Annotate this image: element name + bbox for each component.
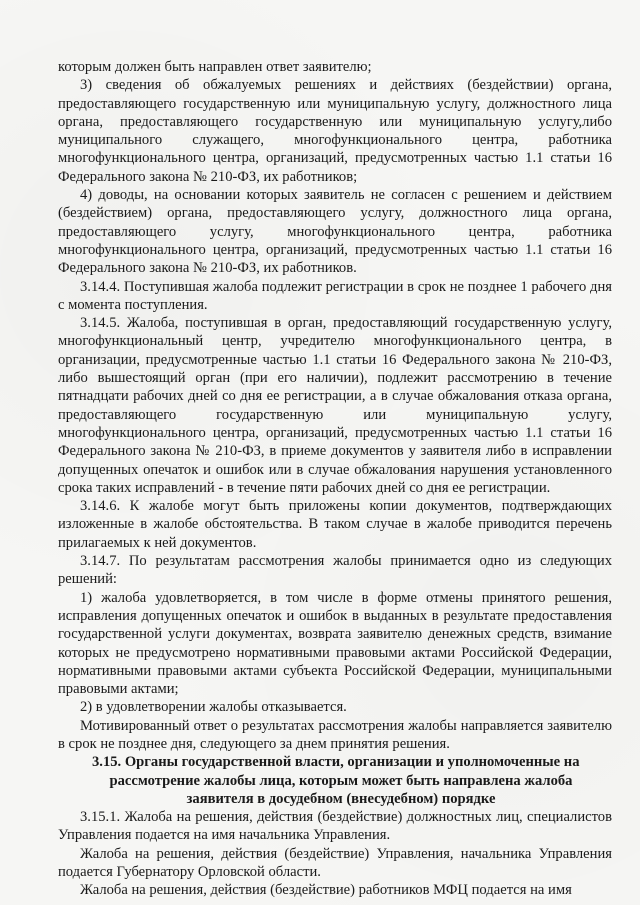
paragraph-mfc: Жалоба на решения, действия (бездействие) работников МФЦ подается на имя bbox=[80, 882, 572, 899]
paragraph-3-14-5: 3.14.5. Жалоба, поступившая в орган, предоставляющий государственную услугу, многофункциональный центр, учредителю многофункционального центра, в организации, предусмотренные частью 1.1 статьи 16 Федерального закона № 210-ФЗ, либо вышестоящий орган (при его наличии), подлежит рассмотрению в течение пятнадцати рабочих дней со дня ее регистрации, а в случае обжалования отказа органа, предоставляющего государственную или муниципальную услугу, многофункционального центра, организаций, предусмотренных частью 1.1 статьи 16 Федерального закона № 210-ФЗ, в приеме документов у заявителя либо в исправлении допущенных опечаток и ошибок или в случае обжалования нарушения установленного срока таких исправлений - в течение пяти рабочих дней со дня ее регистрации. bbox=[58, 315, 612, 496]
heading-line-3: заявителя в досудебном (внесудебном) порядке bbox=[186, 790, 496, 807]
paragraph-3-15-1: 3.15.1. Жалоба на решения, действия (бездействие) должностных лиц, специалистов Управления подается на имя начальника Управления. bbox=[58, 809, 612, 844]
paragraph-decision-2: 2) в удовлетворении жалобы отказывается. bbox=[80, 699, 347, 716]
paragraph-3-14-6: 3.14.6. К жалобе могут быть приложены копии документов, подтверждающих изложенные в жалобе обстоятельства. В таком случае в жалобе приводится перечень прилагаемых к ней документов. bbox=[58, 498, 612, 551]
paragraph-item-4: 4) доводы, на основании которых заявитель не согласен с решением и действием (бездействием) органа, предоставляющего услугу, должностного лица органа, предоставляющего услугу, многофункционального центра, работника многофункционального центра, организаций, предусмотренных частью 1.1 статьи 16 Федерального закона № 210-ФЗ, их работников. bbox=[58, 187, 612, 277]
paragraph-item-3: 3) сведения об обжалуемых решениях и действиях (бездействии) органа, предоставляющего государственную или муниципальную услугу, должностного лица органа, предоставляющего государственную или муниципальную услугу,либо муниципального служащего, многофункционального центра, работника многофункционального центра, организаций, предусмотренных частью 1.1 статьи 16 Федерального закона № 210-ФЗ, их работников; bbox=[58, 77, 612, 185]
paragraph-governor: Жалоба на решения, действия (бездействие) Управления, начальника Управления подается Губернатору Орловской области. bbox=[58, 845, 612, 881]
section-heading-3-15 bbox=[58, 753, 612, 808]
paragraph-3-14-7: 3.14.7. По результатам рассмотрения жалобы принимается одно из следующих решений: bbox=[58, 553, 612, 588]
paragraph-continuation: которым должен быть направлен ответ заявителю; bbox=[58, 59, 372, 75]
heading-line-1: 3.15. Органы государственной власти, организации и уполномоченные на bbox=[92, 754, 580, 771]
heading-line-2: рассмотрение жалобы лица, которым может быть направлена жалоба bbox=[109, 772, 573, 789]
paragraph-3-14-4: 3.14.4. Поступившая жалоба подлежит регистрации в срок не позднее 1 рабочего дня с момента поступления. bbox=[58, 278, 612, 313]
paragraph-decision-1: 1) жалоба удовлетворяется, в том числе в форме отмены принятого решения, исправления допущенных опечаток и ошибок в выданных в результате предоставления государственной услуги документах, возврата заявителю денежных средств, взимание которых не предусмотрено нормативными правовыми актами Российской Федерации, нормативными правовыми актами субъекта Российской Федерации, муниципальными правовыми актами; bbox=[58, 589, 612, 698]
paragraph-motivated-answer: Мотивированный ответ о результатах рассмотрения жалобы направляется заявителю в срок не позднее дня, следующего за днем принятия решения. bbox=[58, 717, 612, 752]
